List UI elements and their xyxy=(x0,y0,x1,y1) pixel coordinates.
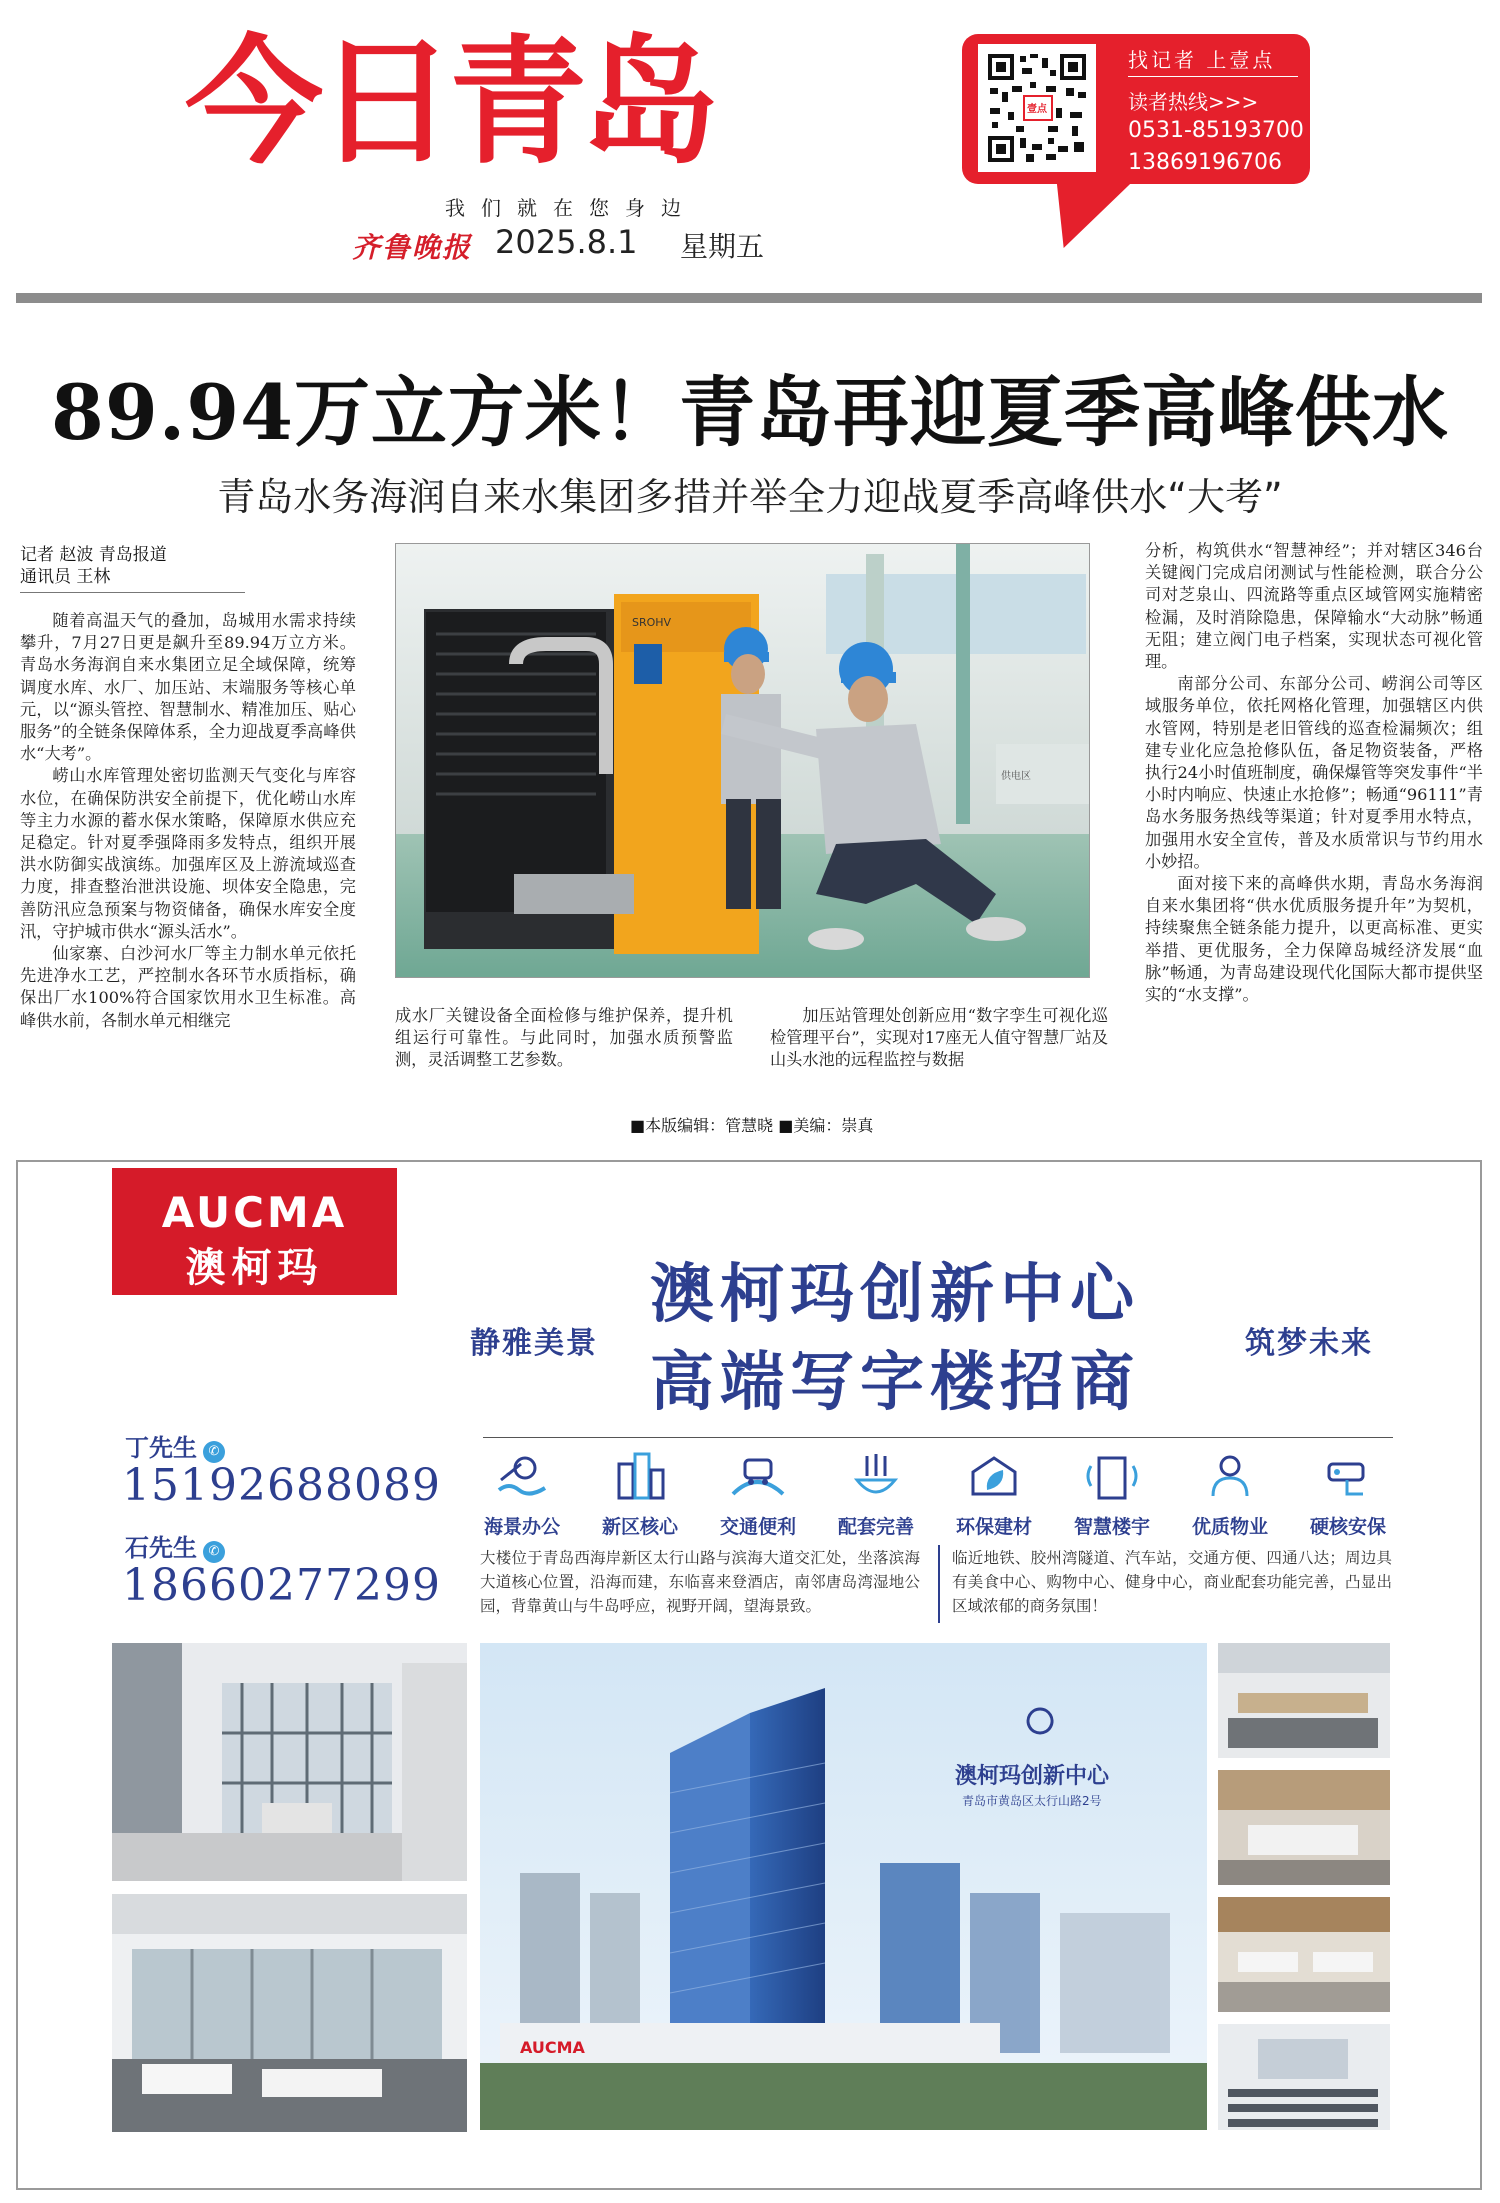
buildings-icon xyxy=(609,1450,671,1502)
paragraph: 成水厂关键设备全面检修与维护保养，提升机组运行可靠性。与此同时，加强水质预警监测，灵活调整工艺参数。 xyxy=(395,1006,733,1070)
feature-label: 海景办公 xyxy=(483,1516,560,1538)
byline-correspondent: 通讯员 王林 xyxy=(20,567,111,587)
hotline-label: 读者热线>>> xyxy=(1128,90,1259,114)
cafeteria-photo xyxy=(1218,1897,1390,2012)
feature-amenities xyxy=(820,1450,932,1539)
ad-slogan-right: 筑梦未来 xyxy=(1245,1326,1373,1361)
article-subheadline: 青岛水务海润自来水集团多措并举全力迎战夏季高峰供水“大考” xyxy=(217,475,1283,519)
camera-icon xyxy=(1317,1450,1379,1502)
meeting-room-photo xyxy=(1218,1643,1390,1758)
building-sign: AUCMA xyxy=(520,2038,585,2057)
ad-description-separator xyxy=(938,1545,940,1623)
masthead-slogan: 我们就在您身边 xyxy=(445,196,697,220)
feature-label: 新区核心 xyxy=(601,1516,678,1538)
hotline-tagline: 找记者 上壹点 xyxy=(1128,48,1276,72)
contact-phone[interactable]: 18660277299 xyxy=(122,1560,441,1611)
feature-security xyxy=(1292,1450,1404,1539)
auditorium-photo xyxy=(1218,2024,1390,2130)
feature-label: 硬核安保 xyxy=(1309,1516,1386,1538)
office-photo xyxy=(112,1894,467,2132)
paragraph: 随着高温天气的叠加，岛城用水需求持续攀升，7月27日更是飙升至89.94万立方米。青岛水务海润自来水集团立足全域保障，统筹调度水库、水厂、加压站、末端服务等核心单元，以“源头管控、智慧制水、精准加压、贴心服务”的全链条保障体系，全力迎战夏季高峰供水“大考”。 xyxy=(20,611,356,764)
brand-name-cn: 澳柯玛 xyxy=(185,1245,324,1291)
photo-sign-1: SROHV xyxy=(632,616,672,629)
ad-slogan-left: 静雅美景 xyxy=(470,1326,598,1361)
dining-icon xyxy=(845,1450,907,1502)
service-icon xyxy=(1199,1450,1261,1502)
feature-new-district xyxy=(584,1450,696,1539)
article-photo xyxy=(395,543,1090,978)
phone-icon: ✆ xyxy=(203,1541,225,1563)
ad-title-2: 高端写字楼招商 xyxy=(650,1345,1140,1420)
building-address: 青岛市黄岛区太行山路2号 xyxy=(962,1794,1102,1808)
article-column-1 xyxy=(20,610,356,1032)
article-column-3 xyxy=(770,1005,1108,1072)
lobby-photo xyxy=(112,1643,467,1881)
feature-eco-materials xyxy=(938,1450,1050,1539)
contact-name: 石先生 xyxy=(125,1533,197,1562)
page-credits: ■本版编辑：管慧晓 ■美编：崇真 xyxy=(630,1116,874,1135)
contact-1 xyxy=(125,1428,225,1463)
building-name: 澳柯玛创新中心 xyxy=(955,1763,1110,1789)
contact-name: 丁先生 xyxy=(125,1433,197,1462)
issue-date: 2025.8.1 xyxy=(495,223,638,261)
feature-property-service xyxy=(1174,1450,1286,1539)
article-column-4 xyxy=(1145,540,1483,1006)
feature-label: 交通便利 xyxy=(719,1516,796,1538)
feature-smart-building xyxy=(1056,1450,1168,1539)
feature-label: 智慧楼宇 xyxy=(1073,1516,1150,1538)
sea-icon xyxy=(491,1450,553,1502)
feature-label: 配套完善 xyxy=(837,1516,914,1538)
building-photo xyxy=(480,1643,1207,2130)
paragraph: 南部分公司、东部分公司、崂润公司等区域服务单位，依托网格化管理，加强辖区内供水管网，特别是老旧管线的巡查检漏频次；组建专业化应急抢修队伍，备足物资装备，严格执行24小时值班制度，确保爆管等突发事件“半小时内响应、快速止水抢修”；畅通“96111”青岛水务服务热线等渠道；针对夏季用水特点，加强用水安全宣传，普及水质常识与节约用水小妙招。 xyxy=(1145,674,1483,871)
contact-2 xyxy=(125,1528,225,1563)
feature-sea-view xyxy=(466,1450,578,1539)
issue-weekday: 星期五 xyxy=(680,230,765,263)
masthead-rule xyxy=(16,293,1482,303)
feature-label: 环保建材 xyxy=(955,1516,1032,1538)
paragraph: 面对接下来的高峰供水期，青岛水务海润自来水集团将“供水优质服务提升年”为契机，持续聚焦全链条能力提升，以更高标准、更实举措、更优服务，全力保障岛城经济发展“血脉”畅通，为青岛建设现代化国际大都市提供坚实的“水支撑”。 xyxy=(1145,874,1483,1005)
paragraph: 仙家寨、白沙河水厂等主力制水单元依托先进净水工艺，严控制水各环节水质指标，确保出厂水100%符合国家饮用水卫生标准。高峰供水前，各制水单元相继完 xyxy=(20,944,356,1030)
byline-reporter: 记者 赵波 青岛报道 xyxy=(20,545,167,565)
qr-code-icon[interactable] xyxy=(978,44,1096,172)
paragraph: 分析，构筑供水“智慧神经”；并对辖区346台关键阀门完成启闭测试与性能检测，联合分公司对芝泉山、四流路等重点区域管网实施精密检漏，及时消除隐患，保障输水“大动脉”畅通无阻；建立阀门电子档案，实现状态可视化管理。 xyxy=(1145,541,1483,672)
brand-name-en: AUCMA xyxy=(161,1188,348,1237)
smart-building-icon xyxy=(1081,1450,1143,1502)
phone-icon: ✆ xyxy=(203,1441,225,1463)
feature-label: 优质物业 xyxy=(1191,1516,1268,1538)
paragraph: 崂山水库管理处密切监测天气变化与库容水位，在确保防洪安全前提下，优化崂山水库等主力水源的蓄水保水策略，保障原水供应充足稳定。针对夏季强降雨多发特点，组织开展洪水防御实战演练。加强库区及上游流域巡查力度，排查整治泄洪设施、坝体安全隐患，完善防汛应急预案与物资储备，确保水库安全度汛，守护城市供水“源头活水”。 xyxy=(20,766,356,941)
transport-icon xyxy=(727,1450,789,1502)
feature-transport xyxy=(702,1450,814,1539)
ad-description-right: 临近地铁、胶州湾隧道、汽车站，交通方便、四通八达；周边具有美食中心、购物中心、健身中心，商业配套功能完善，凸显出区域浓郁的商务氛围！ xyxy=(952,1549,1392,1615)
paper-name: 齐鲁晚报 xyxy=(352,231,473,264)
ad-title-1: 澳柯玛创新中心 xyxy=(650,1257,1140,1332)
byline-rule xyxy=(20,592,245,593)
ad-divider xyxy=(483,1437,1393,1438)
article-column-2 xyxy=(395,1005,733,1072)
ad-description-left: 大楼位于青岛西海岸新区太行山路与滨海大道交汇处，坐落滨海大道核心位置，沿海而建，东临喜来登酒店，南邻唐岛湾湿地公园，背靠黄山与牛岛呼应，视野开阔，望海景致。 xyxy=(480,1549,920,1615)
hotline-phone-1[interactable]: 0531-85193700 xyxy=(1128,118,1304,143)
photo-sign-2: 供电区 xyxy=(1001,771,1031,782)
article-headline: 89.94万立方米！青岛再迎夏季高峰供水 xyxy=(51,368,1449,457)
qr-caption: 壹点 xyxy=(1027,104,1047,115)
eco-icon xyxy=(963,1450,1025,1502)
hotline-phone-2[interactable]: 13869196706 xyxy=(1128,150,1282,175)
contact-phone[interactable]: 15192688089 xyxy=(122,1460,441,1511)
paragraph: 加压站管理处创新应用“数字孪生可视化巡检管理平台”，实现对17座无人值守智慧厂站及山头水池的远程监控与数据 xyxy=(770,1006,1108,1070)
masthead-title: 今日青岛 xyxy=(185,22,714,183)
hotline-bubble-tail xyxy=(1024,178,1137,248)
hotline-divider xyxy=(1128,76,1298,77)
conference-room-photo xyxy=(1218,1770,1390,1885)
